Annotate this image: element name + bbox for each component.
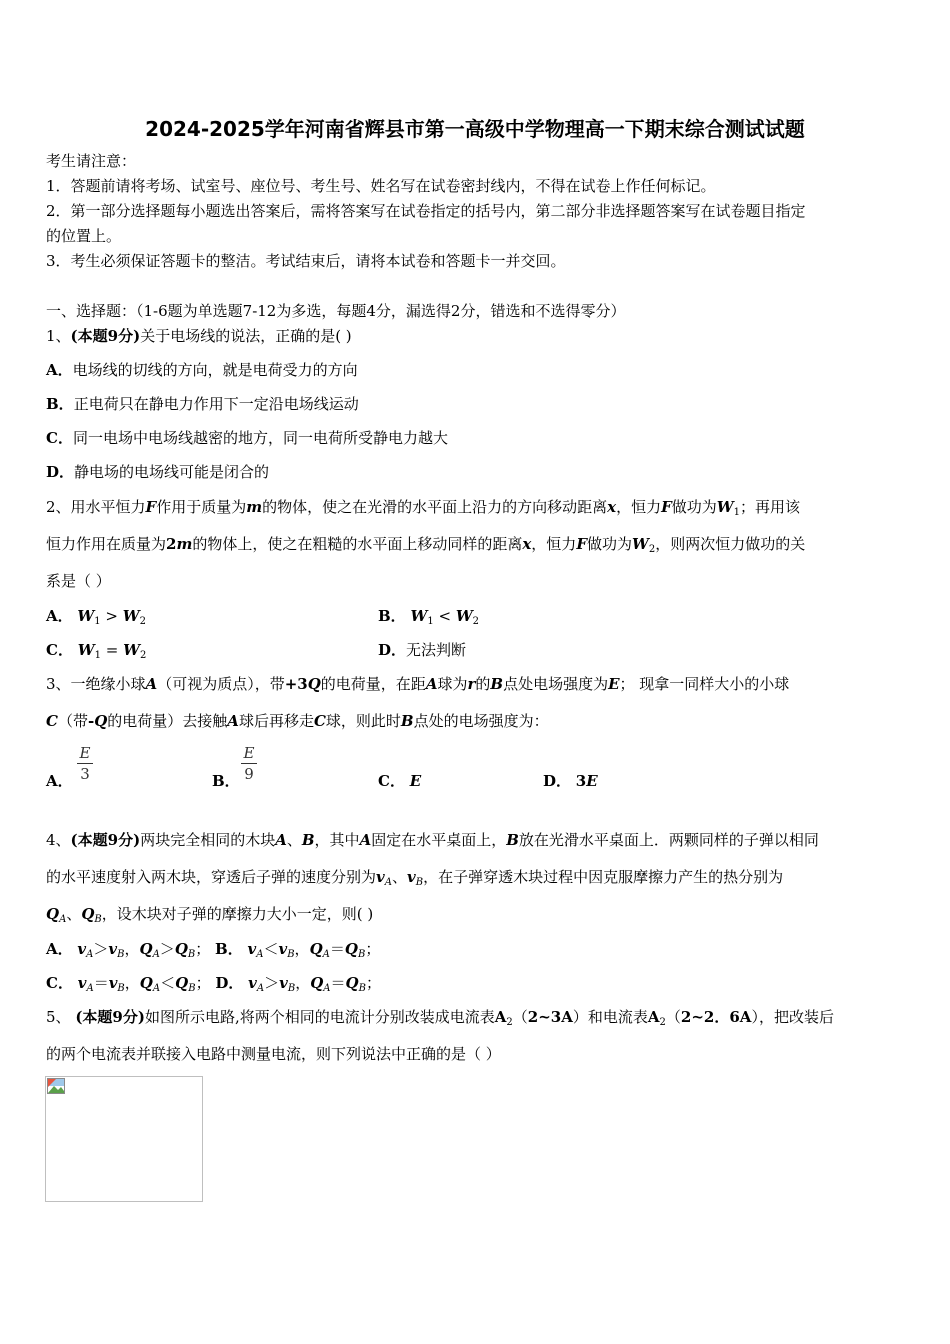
circuit-figure-placeholder (45, 1076, 203, 1202)
question-5-line-2: 的两个电流表并联接入电路中测量电流，则下列说法中正确的是（ ） (46, 1045, 501, 1063)
notice-item-3: 3．考生必须保证答题卡的整洁。考试结束后，请将本试卷和答题卡一并交回。 (46, 252, 566, 270)
question-1 (46, 326, 352, 346)
question-2-option-c: C． $W_1 = W_2$ (46, 641, 147, 661)
question-1-number: 1、 (46, 327, 71, 345)
question-4-options-ab: A． $v_A>v_B$，$Q_A>Q_B$； B． $v_A<v_B$，$Q_A=Q_B$； (46, 940, 381, 960)
question-3-line-1: 3、一绝缘小球A（可视为质点），带+3Q的电荷量，在距A球为r的B点处电场强度为E； 现拿一同样大小的小球 (46, 675, 790, 693)
question-2-option-b: B． $W_1 < W_2$ (378, 607, 480, 627)
question-2-line-2: 恒力作用在质量为2m的物体上，使之在粗糙的水平面上移动同样的距离x，恒力F做功为$W_2$，则两次恒力做功的关 (46, 535, 806, 555)
question-2-line-3: 系是（ ） (46, 572, 111, 590)
question-2-option-a: A． $W_1 > W_2$ (46, 607, 146, 627)
question-2-option-d: D．无法判断 (378, 641, 467, 659)
question-3-line-2: C（带-Q的电荷量）去接触A球后再移走C球，则此时B点处的电场强度为： (46, 712, 549, 730)
question-2-line-1: 2、用水平恒力F作用于质量为m的物体，使之在光滑的水平面上沿力的方向移动距离x，恒力F做功为$W_1$；再用该 (46, 498, 800, 518)
page-title: 2024-2025学年河南省辉县市第一高级中学物理高一下期末综合测试试题 (145, 117, 805, 141)
question-4-line-2: 的水平速度射入两木块，穿透后子弹的速度分别为$v_A$、$v_B$，在子弹穿透木块过程中因克服摩擦力产生的热分别为 (46, 868, 784, 888)
question-3-option-d: D． 3E (543, 772, 598, 790)
broken-image-icon (47, 1078, 65, 1094)
question-3-option-a-fraction: E 3 (77, 745, 93, 782)
notice-heading: 考生请注意： (46, 152, 137, 170)
question-1-score: (本题9分) (70, 327, 141, 345)
question-3-option-b-fraction: E 9 (241, 745, 257, 782)
question-1-option-b: B．正电荷只在静电力作用下一定沿电场线运动 (46, 395, 359, 413)
question-3-option-b-label: B． (212, 772, 240, 790)
notice-item-2b: 的位置上。 (46, 227, 122, 245)
question-3-option-c: C． E (378, 772, 422, 790)
notice-item-1: 1．答题前请将考场、试室号、座位号、考生号、姓名写在试卷密封线内，不得在试卷上作任何标记。 (46, 177, 716, 195)
question-1-option-c: C．同一电场中电场线越密的地方，同一电荷所受静电力越大 (46, 429, 448, 447)
question-1-stem: 关于电场线的说法，正确的是( ) (140, 327, 352, 345)
question-1-option-a: A．电场线的切线的方向，就是电荷受力的方向 (46, 361, 358, 379)
section-heading: 一、选择题：（1-6题为单选题7-12为多选，每题4分，漏选得2分，错选和不选得零分） (46, 302, 626, 320)
question-1-option-d: D．静电场的电场线可能是闭合的 (46, 463, 270, 481)
notice-item-2a: 2．第一部分选择题每小题选出答案后，需将答案写在试卷指定的括号内，第二部分非选择题答案写在试卷题目指定 (46, 202, 806, 220)
question-4-line-3: $Q_A$、$Q_B$，设木块对子弹的摩擦力大小一定，则( ) (46, 905, 374, 925)
question-5-line-1: 5、 (本题9分)如图所示电路,将两个相同的电流计分别改装成电流表$A_2(2\sim 3A)$和电流表$A_2(2\sim 2$．6A），把改装后 (46, 1008, 834, 1028)
question-4-options-cd: C． $v_A=v_B$，$Q_A<Q_B$； D． $v_A>v_B$，$Q_A=Q_B$； (46, 974, 381, 994)
question-3-option-a-label: A． (46, 772, 73, 790)
question-4-line-1: 4、(本题9分)两块完全相同的木块A、B，其中A固定在水平桌面上，B放在光滑水平桌面上．两颗同样的子弹以相同 (46, 831, 819, 849)
